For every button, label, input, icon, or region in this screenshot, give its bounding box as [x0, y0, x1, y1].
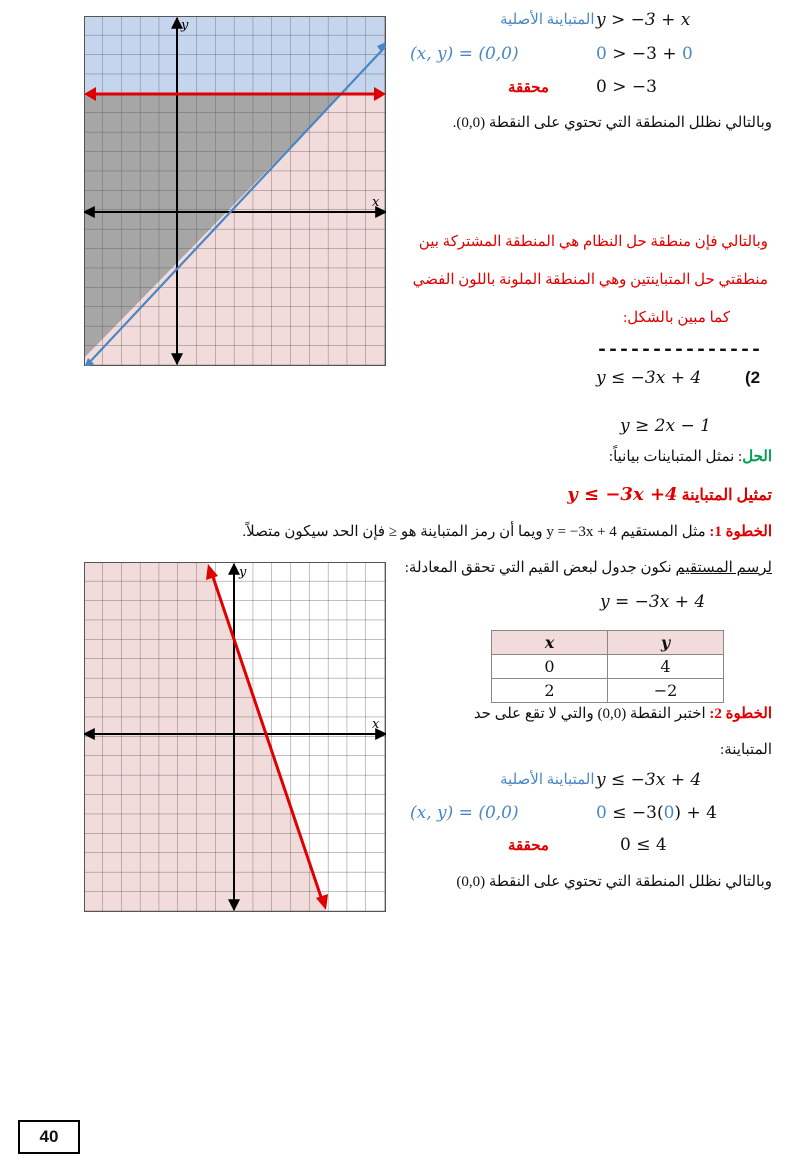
table-row	[492, 655, 724, 679]
shade-statement-1: وبالتالي نظلل المنطقة التي تحتوي على النقطة (0,0).	[452, 115, 772, 131]
table-row	[492, 679, 724, 703]
result-2: 0 ≤ 4	[620, 835, 667, 855]
test-point-2: (x, y) = (0,0)	[410, 803, 519, 823]
satisfied-label-2: محققة	[508, 838, 549, 854]
substitution-2: 0 ≤ −3(0) + 4	[596, 803, 717, 823]
values-table	[491, 630, 724, 703]
inequality-1: y > −3 + x	[596, 10, 691, 30]
step-2-cont: المتباينة:	[720, 742, 772, 758]
graph-1	[84, 16, 386, 366]
x-axis-label: x	[372, 195, 380, 210]
y-axis-label: y	[239, 565, 247, 580]
original-inequality-label-2: المتباينة الأصلية	[500, 772, 595, 788]
equation: y = −3x + 4	[600, 592, 706, 612]
result-1: 0 > −3	[596, 77, 657, 97]
solution-text-1: وبالتالي فإن منطقة حل النظام هي المنطقة المشتركة بين	[418, 234, 768, 250]
table-cell: 4	[608, 655, 724, 679]
table-header: y	[608, 631, 724, 655]
satisfied-label: محققة	[508, 80, 549, 96]
x-axis-label: x	[372, 717, 380, 732]
y-axis-label: y	[181, 18, 189, 33]
represent-heading: تمثيل المتباينة y ≤ −3x +4	[567, 484, 772, 505]
problem-2-ineq2: y ≥ 2x − 1	[620, 416, 711, 436]
graph-2	[84, 562, 386, 912]
page-number: 40	[18, 1120, 80, 1154]
table-intro: لرسم المستقيم نكون جدول لبعض القيم التي تحقق المعادلة:	[404, 560, 772, 576]
solution-text-3: كما مبين بالشكل:	[623, 310, 730, 326]
test-point: (x, y) = (0,0)	[410, 44, 519, 64]
table-cell: 2	[492, 679, 608, 703]
separator: ---------------	[596, 339, 762, 362]
problem-2-ineq1: y ≤ −3x + 4	[596, 368, 702, 388]
table-cell: 0	[492, 655, 608, 679]
shade-statement-2: وبالتالي نظلل المنطقة التي تحتوي على النقطة (0,0)	[456, 874, 772, 890]
table-cell: −2	[608, 679, 724, 703]
problem-2-number: (2	[745, 368, 761, 387]
step-2: الخطوة 2: اختبر النقطة (0,0) والتي لا تقع على حد	[473, 706, 772, 722]
table-header: x	[492, 631, 608, 655]
step-1: الخطوة 1: مثل المستقيم y = −3x + 4 ويما أن رمز المتباينة هو ≤ فإن الحد سيكون متصلاً.	[242, 524, 772, 540]
table-header-row	[492, 631, 724, 655]
original-inequality-label: المتباينة الأصلية	[500, 12, 595, 28]
substitution-1: 0 > −3 + 0	[596, 44, 693, 64]
solution-text-2: منطقتي حل المتباينتين وهي المنطقة الملونة باللون الفضي	[412, 272, 768, 288]
solution-intro: الحل: نمثل المتباينات بيانياً:	[608, 449, 772, 465]
inequality-2: y ≤ −3x + 4	[596, 770, 702, 790]
